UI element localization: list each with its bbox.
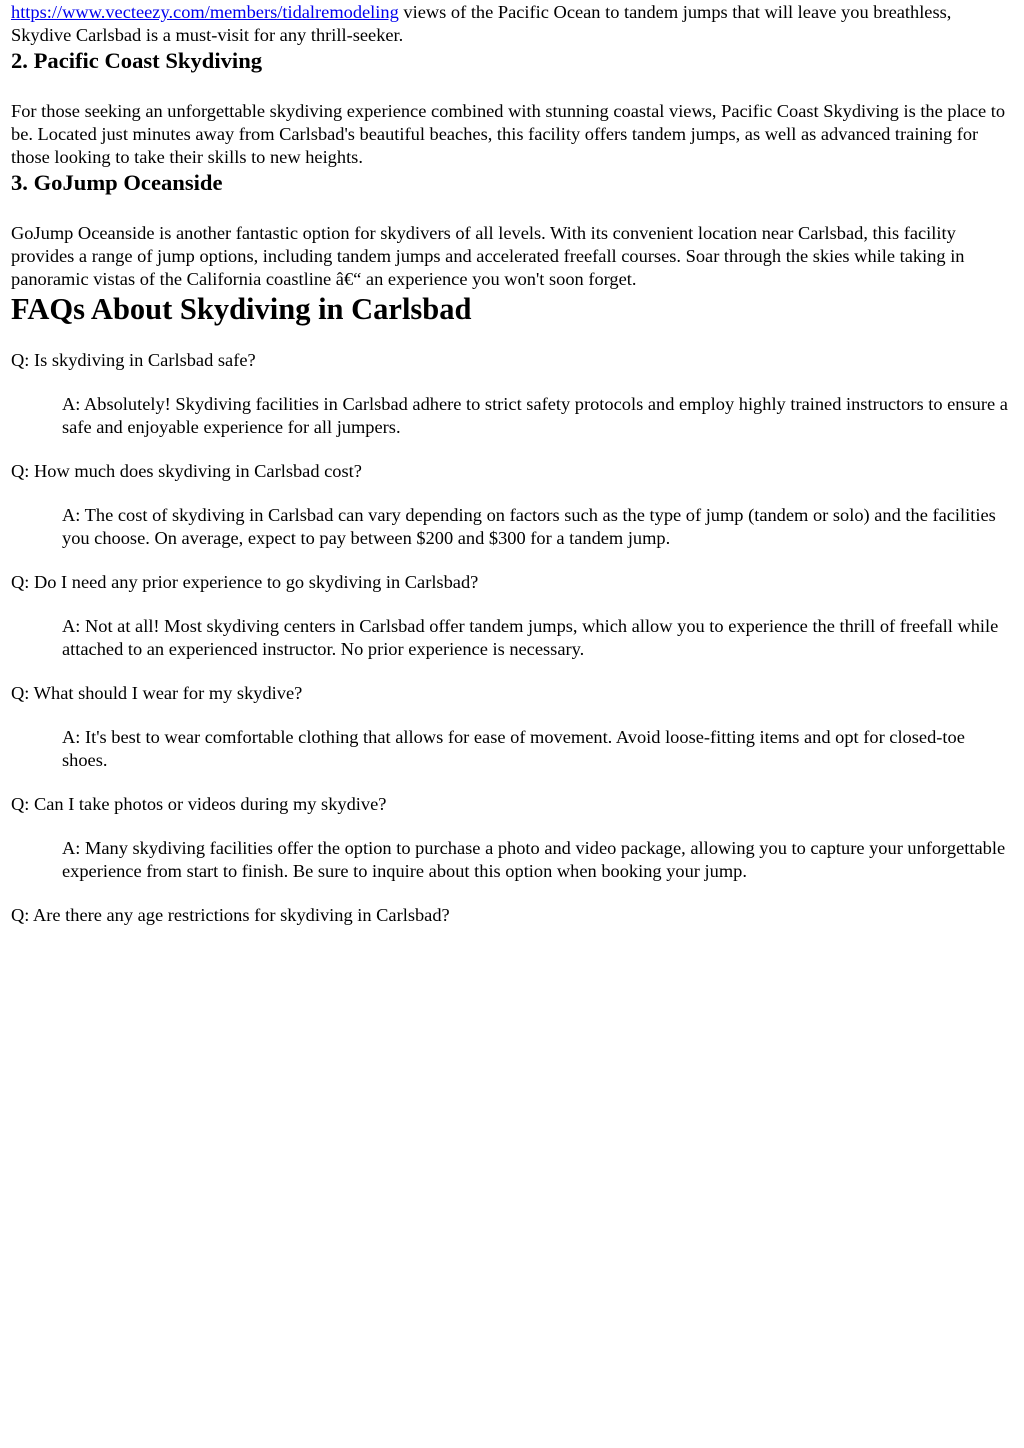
section-body-gojump: GoJump Oceanside is another fantastic option for skydivers of all levels. With its convenient location near Carlsbad, this facility provides a range of jump options, including tandem jumps and accelerated freefall courses. Soar through the skies while taking in panoramic vistas of the California coastline â€“ an experience you won't soon forget. bbox=[11, 223, 965, 289]
section-body-pacific-coast: For those seeking an unforgettable skydiving experience combined with stunning coastal views, Pacific Coast Skydiving is the place to be. Located just minutes away from Carlsbad's beautiful beaches, this facility offers tandem jumps, as well as advanced training for those looking to take their skills to new heights. bbox=[11, 101, 1006, 167]
faq-question: Q: Is skydiving in Carlsbad safe? bbox=[11, 350, 256, 370]
faq-answer: A: Not at all! Most skydiving centers in Carlsbad offer tandem jumps, which allow you to experience the thrill of freefall while attached to an experienced instructor. No prior experience is necessary. bbox=[62, 616, 999, 659]
faq-question: Q: Do I need any prior experience to go skydiving in Carlsbad? bbox=[11, 572, 479, 592]
faq-question: Q: Can I take photos or videos during my skydive? bbox=[11, 794, 387, 814]
faq-answer: A: The cost of skydiving in Carlsbad can vary depending on factors such as the type of jump (tandem or solo) and the facilities you choose. On average, expect to pay between $200 and $300 for a tandem jump. bbox=[62, 505, 996, 548]
faq-answer: A: Absolutely! Skydiving facilities in Carlsbad adhere to strict safety protocols and employ highly trained instructors to ensure a safe and enjoyable experience for all jumpers. bbox=[62, 394, 1008, 437]
section-heading-gojump: 3. GoJump Oceanside bbox=[11, 170, 223, 195]
faq-question: Q: Are there any age restrictions for skydiving in Carlsbad? bbox=[11, 905, 450, 925]
faq-answer: A: It's best to wear comfortable clothing that allows for ease of movement. Avoid loose-fitting items and opt for closed-toe shoes. bbox=[62, 727, 965, 770]
intro-paragraph bbox=[11, 0, 1014, 47]
intro-text: views of the Pacific Ocean to tandem jumps that will leave you breathless, Skydive Carlsbad is a must-visit for any thrill-seeker. bbox=[11, 2, 952, 45]
section-heading-pacific-coast: 2. Pacific Coast Skydiving bbox=[11, 48, 263, 73]
faq-question: Q: How much does skydiving in Carlsbad cost? bbox=[11, 461, 362, 481]
vecteezy-link[interactable]: https://www.vecteezy.com/members/tidalremodeling bbox=[11, 2, 399, 22]
faq-heading: FAQs About Skydiving in Carlsbad bbox=[11, 292, 472, 326]
faq-question: Q: What should I wear for my skydive? bbox=[11, 683, 303, 703]
faq-list bbox=[11, 349, 1014, 927]
faq-answer: A: Many skydiving facilities offer the option to purchase a photo and video package, allowing you to capture your unforgettable experience from start to finish. Be sure to inquire about this option when booking your jump. bbox=[62, 838, 1006, 881]
